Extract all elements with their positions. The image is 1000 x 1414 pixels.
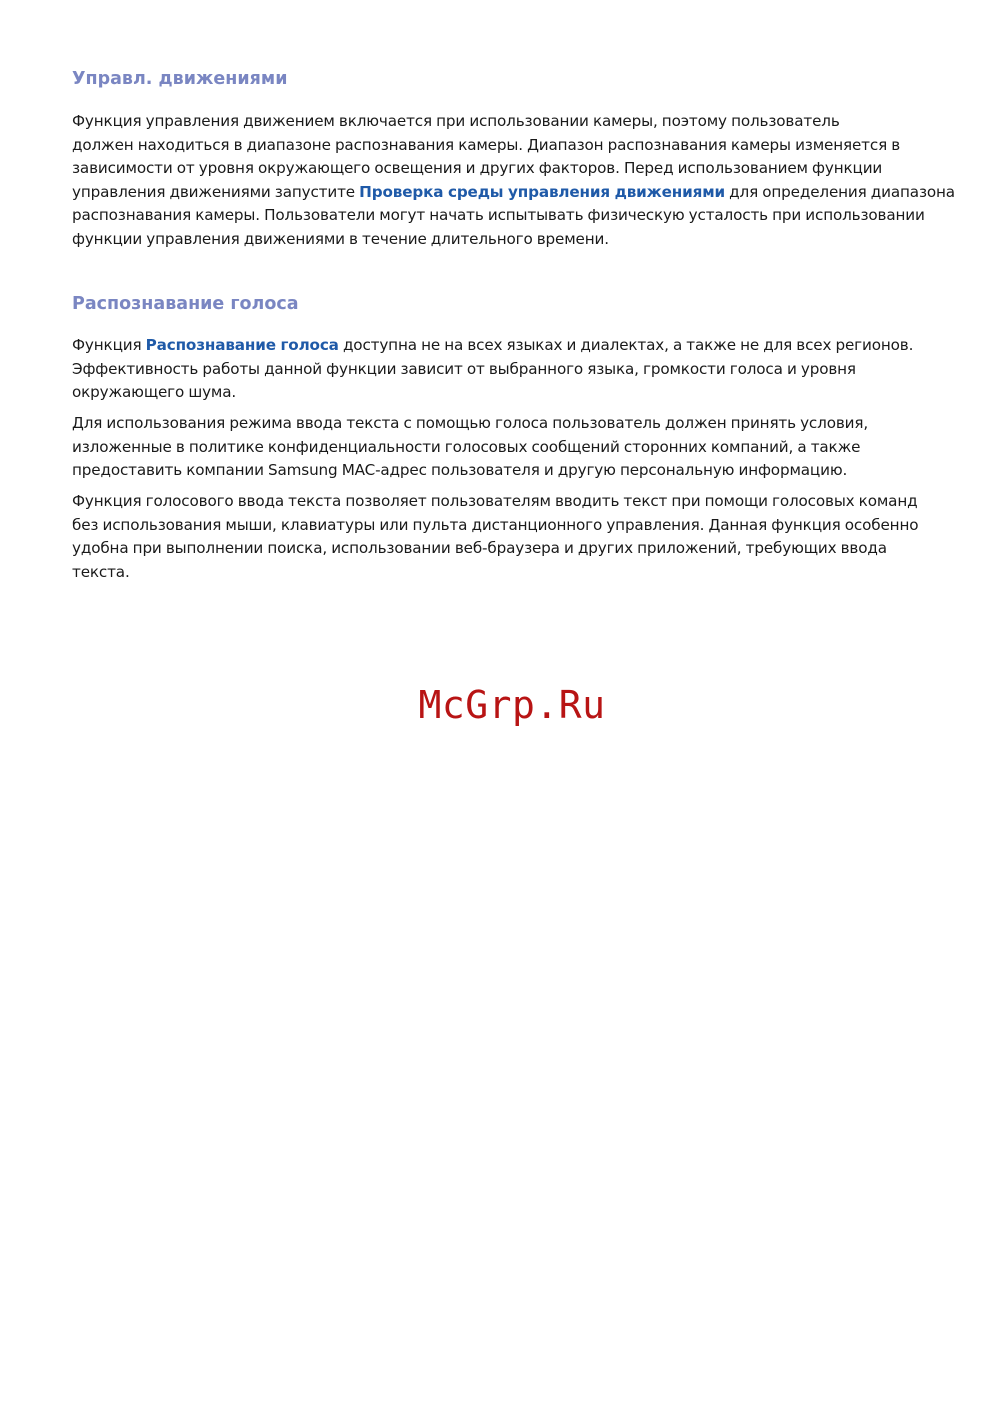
text-run: Эффективность работы данной функции зависит от выбранного языка, громкости голоса и уровня (72, 359, 856, 378)
text-run: для определения диапазона (724, 182, 955, 201)
paragraph-motion-control (72, 110, 955, 251)
text-run: Функция управления движением включается при использовании камеры, поэтому пользователь (72, 112, 840, 130)
watermark-text: McGrp.Ru (418, 683, 606, 727)
text-line (72, 181, 955, 205)
text-run: доступна не на всех языках и диалектах, а также не для всех регионов. (338, 336, 914, 354)
text-run: удобна при выполнении поиска, использовании веб-браузера и других приложений, требующих ввода (72, 539, 887, 557)
paragraph-voice-privacy (72, 412, 932, 483)
text-line (72, 228, 932, 252)
text-run: без использования мыши, клавиатуры или пульта дистанционного управления. Данная функция особенно (72, 515, 919, 534)
text-run: окружающего шума. (72, 383, 237, 401)
section-title-motion-control: Управл. движениями (72, 69, 288, 89)
text-run: должен находиться в диапазоне распознавания камеры. Диапазон распознавания камеры изменяется в (72, 135, 901, 154)
text-line (72, 561, 932, 585)
paragraph-voice-availability (72, 334, 932, 405)
text-run: распознавания камеры. Пользователи могут начать испытывать физическую усталость при использовании (72, 206, 925, 224)
text-line (72, 459, 932, 483)
text-line (72, 436, 932, 460)
text-run: зависимости от уровня окружающего освещения и других факторов. Перед использованием функции (72, 159, 883, 177)
text-run: Функция голосового ввода текста позволяет пользователям вводить текст при помощи голосовых команд (72, 492, 918, 510)
text-line (72, 490, 932, 514)
text-line (72, 412, 932, 436)
text-run: Функция (72, 336, 146, 354)
text-line (72, 514, 932, 538)
text-line (72, 110, 932, 134)
text-line (72, 537, 932, 561)
text-run: Для использования режима ввода текста с помощью голоса пользователь должен принять условия, (72, 414, 869, 432)
text-run: функции управления движениями в течение длительного времени. (72, 229, 609, 248)
text-run: изложенные в политике конфиденциальности голосовых сообщений сторонних компаний, а также (72, 437, 861, 456)
paragraph-voice-input (72, 490, 932, 584)
section-title-voice-recognition: Распознавание голоса (72, 294, 299, 314)
text-line (72, 381, 932, 405)
text-line (72, 157, 932, 181)
text-line (72, 358, 932, 382)
text-run: предоставить компании Samsung MAC-адрес пользователя и другую персональную информацию. (72, 461, 848, 479)
text-line (72, 204, 932, 228)
link-motion-environment-check[interactable]: Проверка среды управления движениями (359, 182, 725, 201)
text-line (72, 134, 932, 158)
text-run: текста. (72, 562, 130, 581)
text-line (72, 334, 932, 358)
link-voice-recognition[interactable]: Распознавание голоса (145, 336, 339, 354)
text-run: управления движениями запустите (72, 182, 360, 201)
